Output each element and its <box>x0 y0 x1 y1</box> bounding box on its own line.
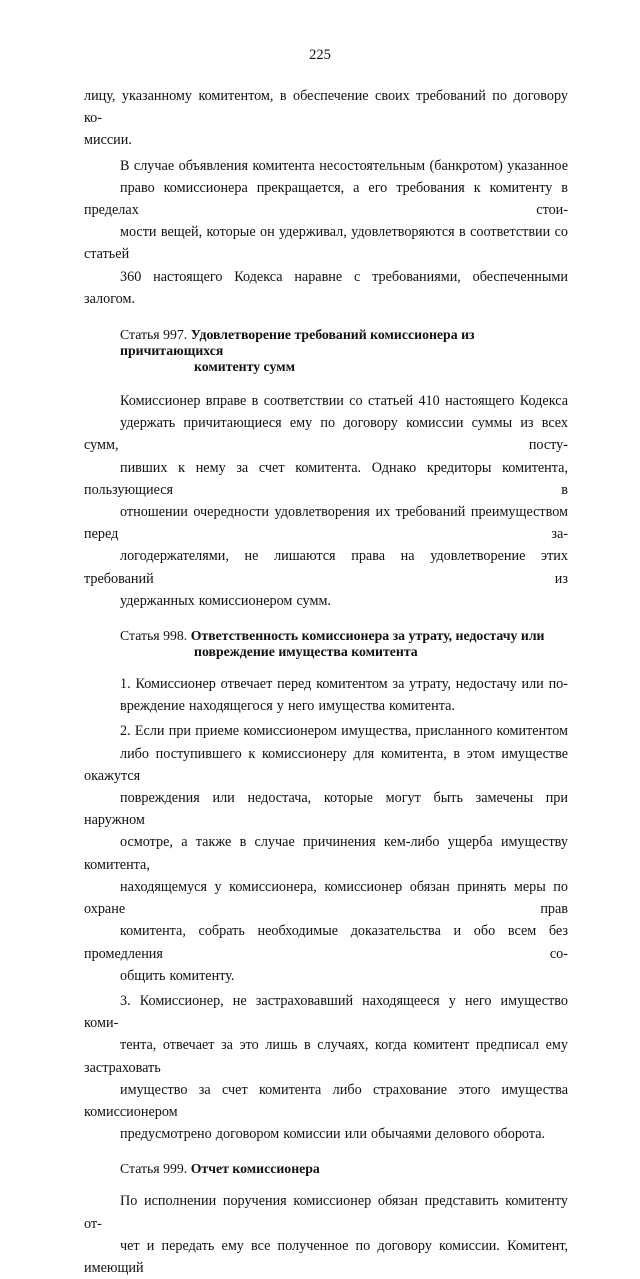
text-line: находящемуся у комиссионера, комиссионер обязан принять меры по охране прав <box>84 878 568 918</box>
article-number: Статья 998. <box>120 628 188 644</box>
paragraph <box>84 720 568 986</box>
paragraph <box>84 673 568 717</box>
text-line: миссии. <box>84 132 132 149</box>
text-line: В случае объявления комитента несостоятельным (банкротом) указанное <box>120 157 568 174</box>
text-line: Комиссионер вправе в соответствии со статьей 410 настоящего Кодекса <box>120 393 568 410</box>
page-number: 225 <box>309 47 331 63</box>
paragraph <box>84 85 568 152</box>
text-line: право комиссионера прекращается, а его требования к комитенту в пределах стои- <box>84 179 568 219</box>
text-line: 1. Комиссионер отвечает перед комитентом за утрату, недостачу или по- <box>120 676 568 693</box>
text-line: удержанных комиссионером сумм. <box>120 592 331 609</box>
text-line: 2. Если при приеме комиссионером имущества, присланного комитентом <box>120 723 568 740</box>
text-line: 360 настоящего Кодекса наравне с требованиями, обеспеченными залогом. <box>84 268 568 307</box>
paragraph <box>84 390 568 612</box>
text-line: либо поступившего к комиссионеру для комитента, в этом имуществе окажутся <box>84 745 568 784</box>
text-line: повреждения или недостача, которые могут быть замечены при наружном <box>84 790 568 829</box>
text-line: вреждение находящегося у него имущества комитента. <box>120 698 455 715</box>
document-body <box>84 85 568 1279</box>
article-heading <box>84 1161 568 1177</box>
text-line: имущество за счет комитента либо страхование этого имущества комиссионером <box>84 1081 568 1120</box>
text-line: 3. Комиссионер, не застраховавший находящееся у него имущество коми- <box>84 992 568 1032</box>
text-line: осмотре, а также в случае причинения кем-либо ущерба имуществу комитента, <box>84 834 568 873</box>
text-line: пивших к нему за счет комитента. Однако кредиторы комитента, пользующиеся в <box>84 459 568 498</box>
text-line: предусмотрено договором комиссии или обычаями делового оборота. <box>120 1126 546 1143</box>
article-title: Удовлетворение требований комиссионера из причитающихся <box>120 327 475 359</box>
text-line: лицу, указанному комитентом, в обеспечение своих требований по договору ко- <box>84 88 568 127</box>
article-number: Статья 999. <box>120 1161 188 1177</box>
text-line: мости вещей, которые он удерживал, удовлетворяются в соответствии со статьей <box>84 224 568 263</box>
article-title: Ответственность комиссионера за утрату, недостачу или <box>190 628 545 644</box>
paragraph <box>84 155 568 310</box>
text-line: отношении очередности удовлетворения их требований преимуществом перед за- <box>84 504 568 543</box>
text-line: чет и передать ему все полученное по договору комиссии. Комитент, имеющий <box>84 1237 568 1276</box>
paragraph <box>84 990 568 1145</box>
article-number: Статья 997. <box>120 327 188 343</box>
article-title: Отчет комиссионера <box>190 1161 320 1177</box>
text-line: удержать причитающиеся ему по договору комиссии суммы из всех сумм, посту- <box>84 415 568 454</box>
text-line: логодержателями, не лишаются права на удовлетворение этих требований из <box>84 548 568 587</box>
text-line: общить комитенту. <box>120 967 235 984</box>
article-heading <box>84 327 568 375</box>
article-title-continued: комитенту сумм <box>194 359 295 375</box>
article-title-continued: повреждение имущества комитента <box>194 644 418 660</box>
text-line: По исполнении поручения комиссионер обязан представить комитенту от- <box>84 1193 568 1232</box>
paragraph <box>84 1190 568 1279</box>
article-heading <box>84 628 568 660</box>
text-line: тента, отвечает за это лишь в случаях, когда комитент предписал ему застраховать <box>84 1037 568 1076</box>
text-line: комитента, собрать необходимые доказательства и обо всем без промедления со- <box>84 923 568 962</box>
